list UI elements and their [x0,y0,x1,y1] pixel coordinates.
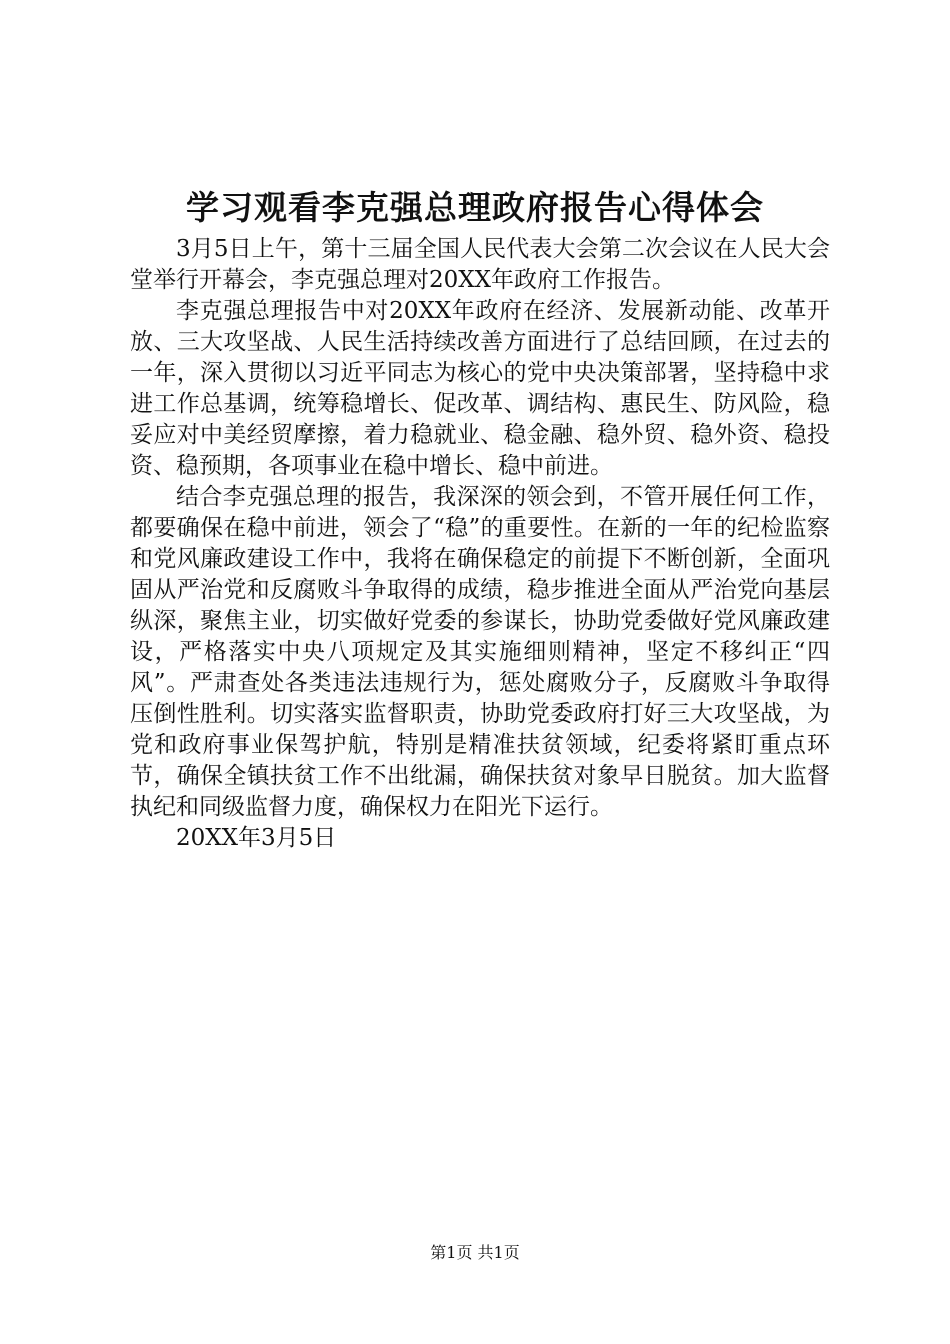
paragraph-opening: 3月5日上午，第十三届全国人民代表大会第二次会议在人民大会堂举行开幕会，李克强总理对20XX年政府工作报告。 [130,236,830,293]
paragraph-report-summary: 李克强总理报告中对20XX年政府在经济、发展新动能、改革开放、三大攻坚战、人民生活持续改善方面进行了总结回顾，在过去的一年，深入贯彻以习近平同志为核心的党中央决策部署，坚持稳中求进工作总基调，统筹稳增长、促改革、调结构、惠民生、防风险，稳妥应对中美经贸摩擦，着力稳就业、稳金融、稳外贸、稳外资、稳投资、稳预期，各项事业在稳中增长、稳中前进。 [130,298,830,479]
document-body [130,234,830,854]
page-footer [0,1242,950,1264]
paragraph-reflection: 结合李克强总理的报告，我深深的领会到，不管开展任何工作，都要确保在稳中前进，领会了“稳”的重要性。在新的一年的纪检监察和党风廉政建设工作中，我将在确保稳定的前提下不断创新，全面巩固从严治党和反腐败斗争取得的成绩，稳步推进全面从严治党向基层纵深，聚焦主业，切实做好党委的参谋长，协助党委做好党风廉政建设，严格落实中央八项规定及其实施细则精神，坚定不移纠正“四风”。严肃查处各类违法违规行为，惩处腐败分子，反腐败斗争取得压倒性胜利。切实落实监督职责，协助党委政府打好三大攻坚战，为党和政府事业保驾护航，特别是精准扶贫领域，纪委将紧盯重点环节，确保全镇扶贫工作不出纰漏，确保扶贫对象早日脱贫。加大监督执纪和同级监督力度，确保权力在阳光下运行。 [130,484,830,820]
page-indicator: 第1页 共1页 [430,1243,520,1262]
document-title: 学习观看李克强总理政府报告心得体会 [186,188,764,227]
paragraph-date: 20XX年3月5日 [176,825,337,851]
